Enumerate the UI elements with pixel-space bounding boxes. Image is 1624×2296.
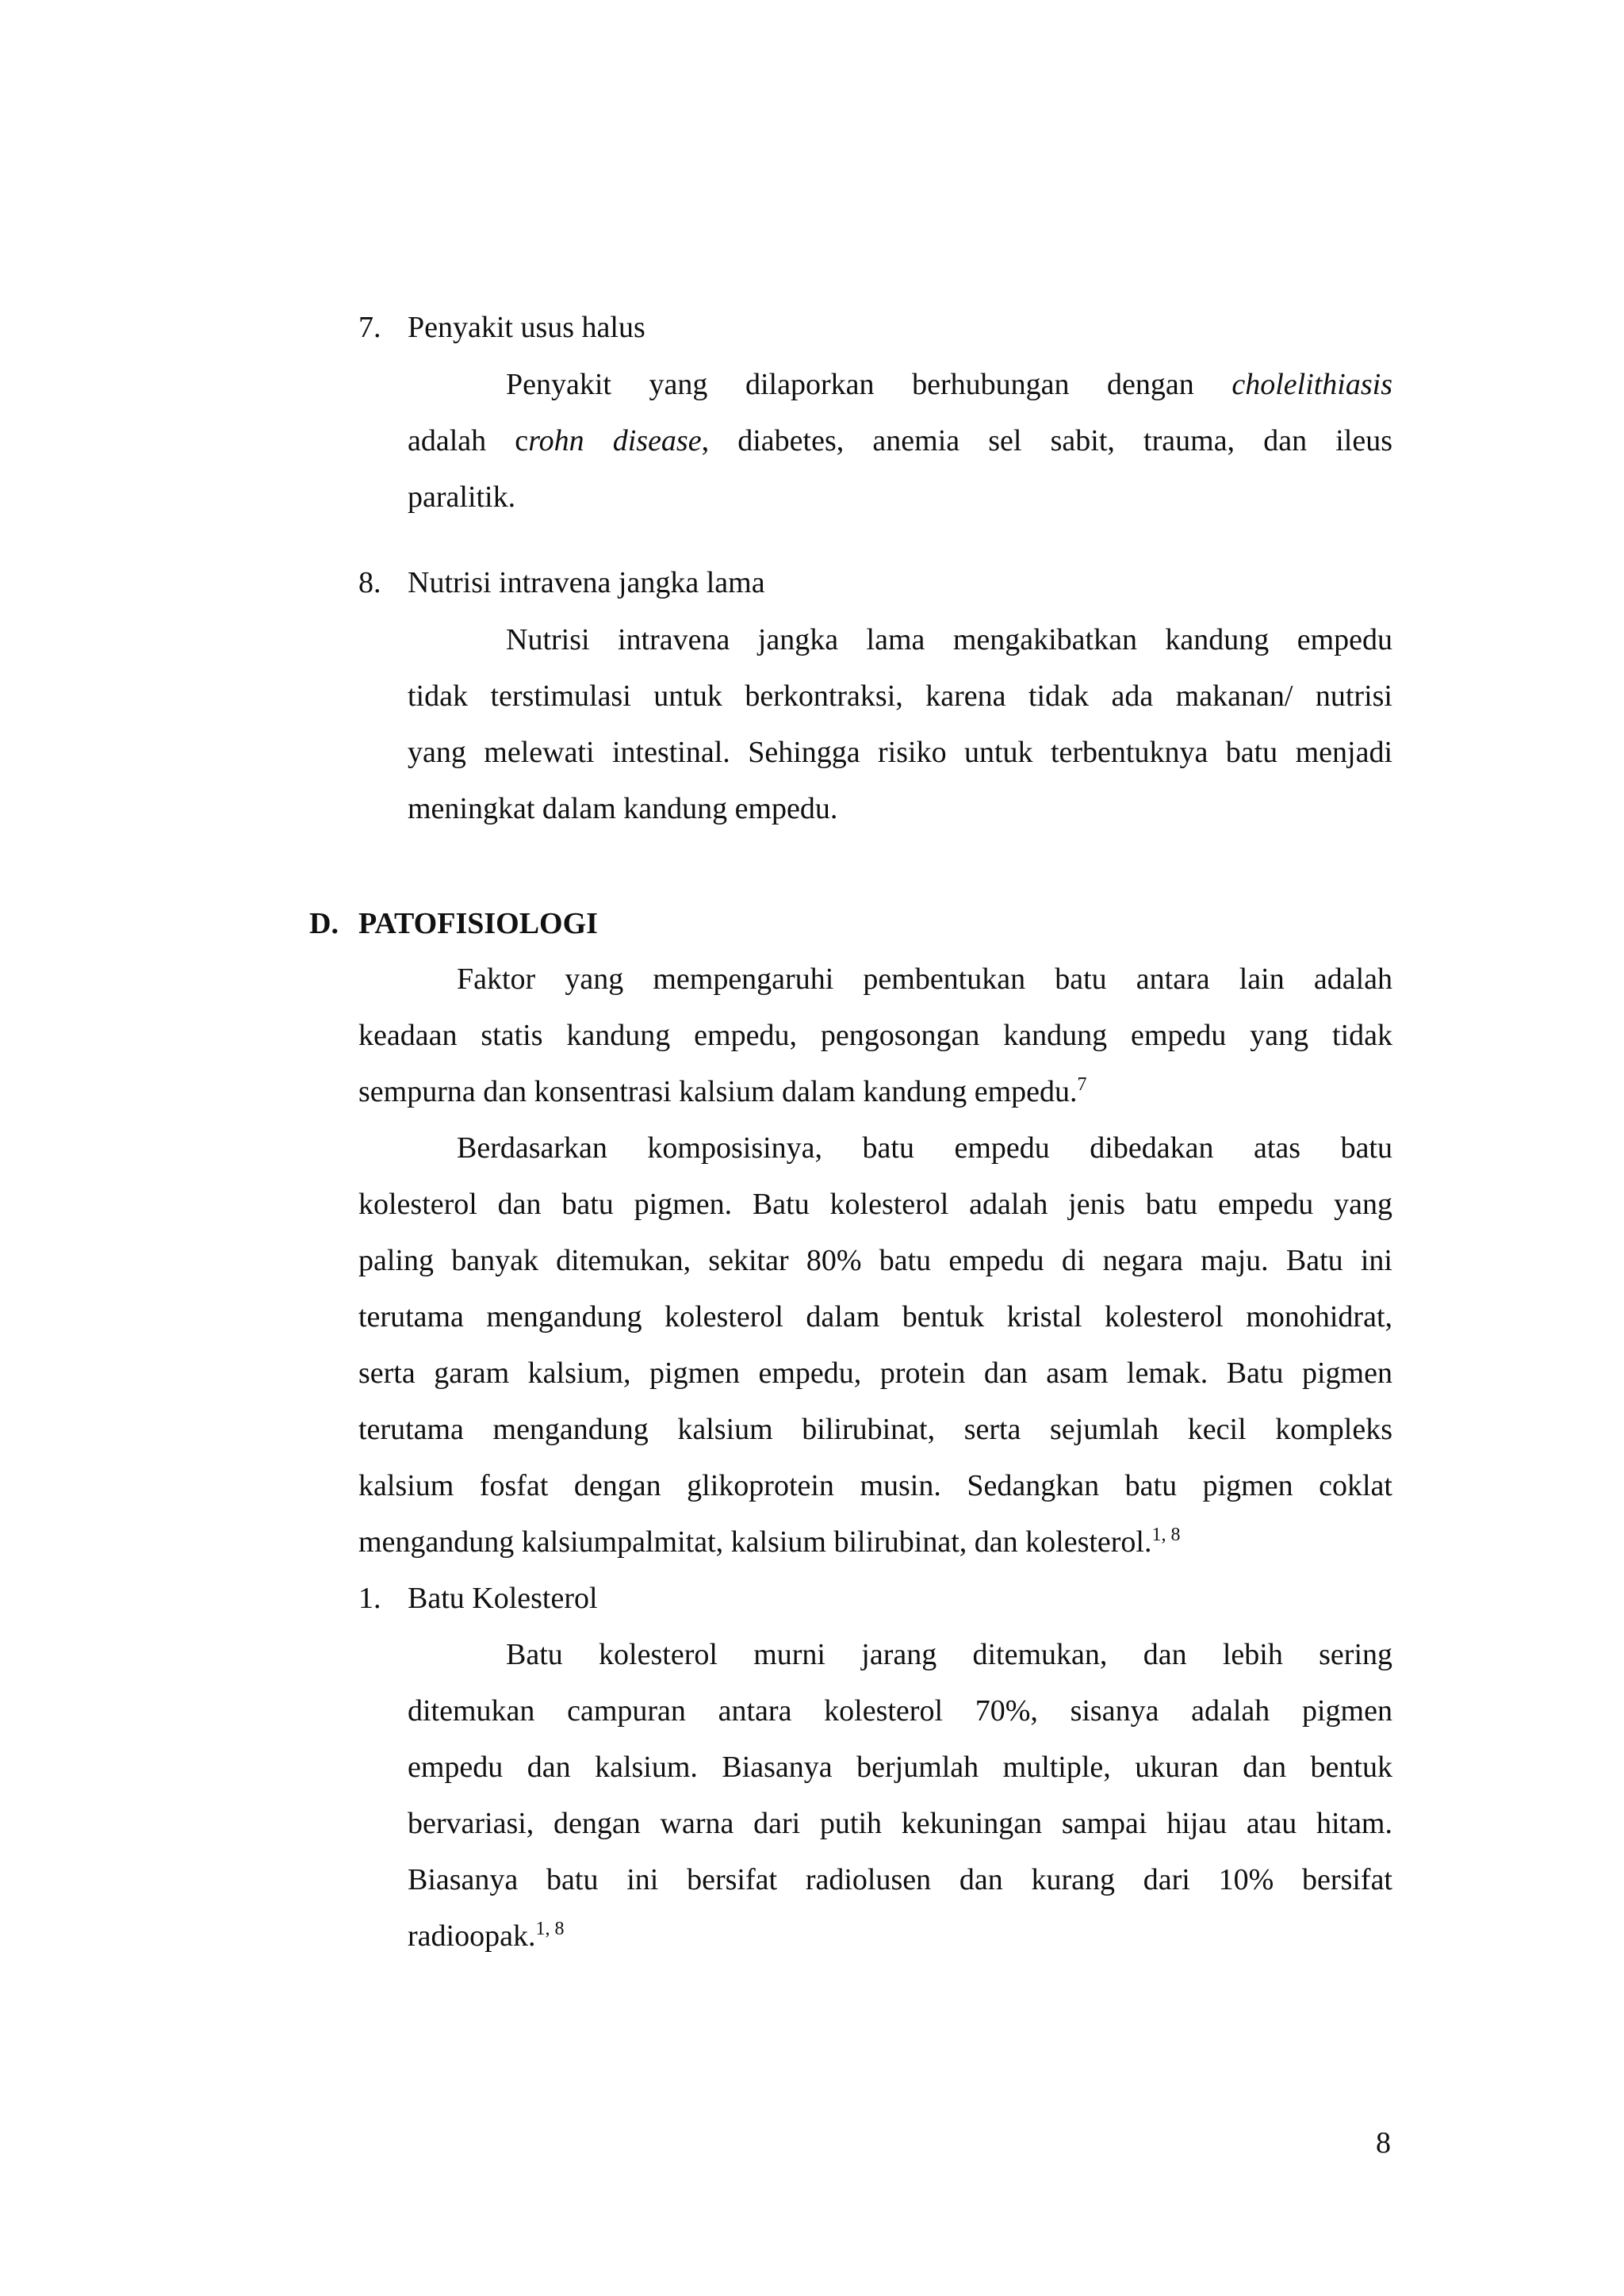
paragraph-line: terutama mengandung kolesterol dalam bentuk kristal kolesterol monohidrat, [358,1300,1392,1334]
paragraph-line: keadaan statis kandung empedu, pengosongan kandung empedu yang tidak [358,1019,1392,1052]
paragraph-line: yang melewati intestinal. Sehingga risiko untuk terbentuknya batu menjadi [408,736,1392,769]
paragraph-line [408,1908,1392,1965]
section-letter: D. [309,907,339,940]
text-run: adalah c [408,424,529,457]
list-item-7-heading [358,300,645,356]
list-number: 1. [358,1582,381,1615]
list-item-title: Penyakit usus halus [408,311,645,344]
text-run: Penyakit yang dilaporkan berhubungan dengan [506,368,1232,401]
text-run: , diabetes, anemia sel sabit, trauma, dan ileus [701,424,1392,457]
reference-superscript: 1, 8 [535,1919,565,1939]
section-heading [309,896,598,952]
paragraph-line: meningkat dalam kandung empedu. [408,792,838,825]
list-number: 8. [358,566,381,599]
item-8-body [408,612,1392,837]
paragraph-line: terutama mengandung kalsium bilirubinat, serta sejumlah kecil kompleks [358,1413,1392,1446]
paragraph-line: kalsium fosfat dengan glikoprotein musin. Sedangkan batu pigmen coklat [358,1469,1392,1502]
paragraph-line: bervariasi, dengan warna dari putih kekuningan sampai hijau atau hitam. [408,1807,1392,1840]
text-run: radioopak. [408,1919,536,1953]
item-7-body [408,357,1392,526]
paragraph-line: Faktor yang mempengaruhi pembentukan batu antara lain adalah [457,962,1392,996]
paragraph-2 [358,1120,1392,1571]
reference-superscript: 7 [1077,1074,1087,1095]
text-run: mengandung kalsiumpalmitat, kalsium bilirubinat, dan kolesterol. [358,1525,1152,1559]
paragraph-1 [358,951,1392,1120]
paragraph-line [358,1064,1392,1120]
paragraph-line: paling banyak ditemukan, sekitar 80% batu empedu di negara maju. Batu ini [358,1244,1392,1277]
page-number: 8 [1376,2126,1391,2160]
paragraph-line: Biasanya batu ini bersifat radiolusen dan kurang dari 10% bersifat [408,1863,1392,1896]
paragraph-line [358,1514,1392,1571]
paragraph-line: Nutrisi intravena jangka lama mengakibatkan kandung empedu [506,623,1392,656]
list-item-8-heading [358,555,765,611]
paragraph-line: Batu kolesterol murni jarang ditemukan, dan lebih sering [506,1638,1392,1671]
paragraph-line: tidak terstimulasi untuk berkontraksi, karena tidak ada makanan/ nutrisi [408,679,1392,713]
paragraph-line [408,413,1392,469]
section-title: PATOFISIOLOGI [358,907,598,940]
paragraph-line: paralitik. [408,480,516,514]
paragraph-line: ditemukan campuran antara kolesterol 70%, sisanya adalah pigmen [408,1694,1392,1728]
paragraph-line: empedu dan kalsium. Biasanya berjumlah multiple, ukuran dan bentuk [408,1751,1392,1784]
paragraph-line: serta garam kalsium, pigmen empedu, protein dan asam lemak. Batu pigmen [358,1357,1392,1390]
list-item-1-heading [358,1571,598,1627]
reference-superscript: 1, 8 [1151,1525,1181,1545]
italic-term: rohn disease [528,424,702,457]
italic-term: cholelithiasis [1231,368,1392,401]
paragraph-line [408,357,1392,413]
text-run: sempurna dan konsentrasi kalsium dalam kandung empedu. [358,1075,1078,1108]
paragraph-line: Berdasarkan komposisinya, batu empedu dibedakan atas batu [457,1131,1392,1165]
paragraph-line: kolesterol dan batu pigmen. Batu kolesterol adalah jenis batu empedu yang [358,1188,1392,1221]
list-item-title: Batu Kolesterol [408,1582,598,1615]
item-1-body [408,1627,1392,1965]
list-item-title: Nutrisi intravena jangka lama [408,566,765,599]
list-number: 7. [358,311,381,344]
